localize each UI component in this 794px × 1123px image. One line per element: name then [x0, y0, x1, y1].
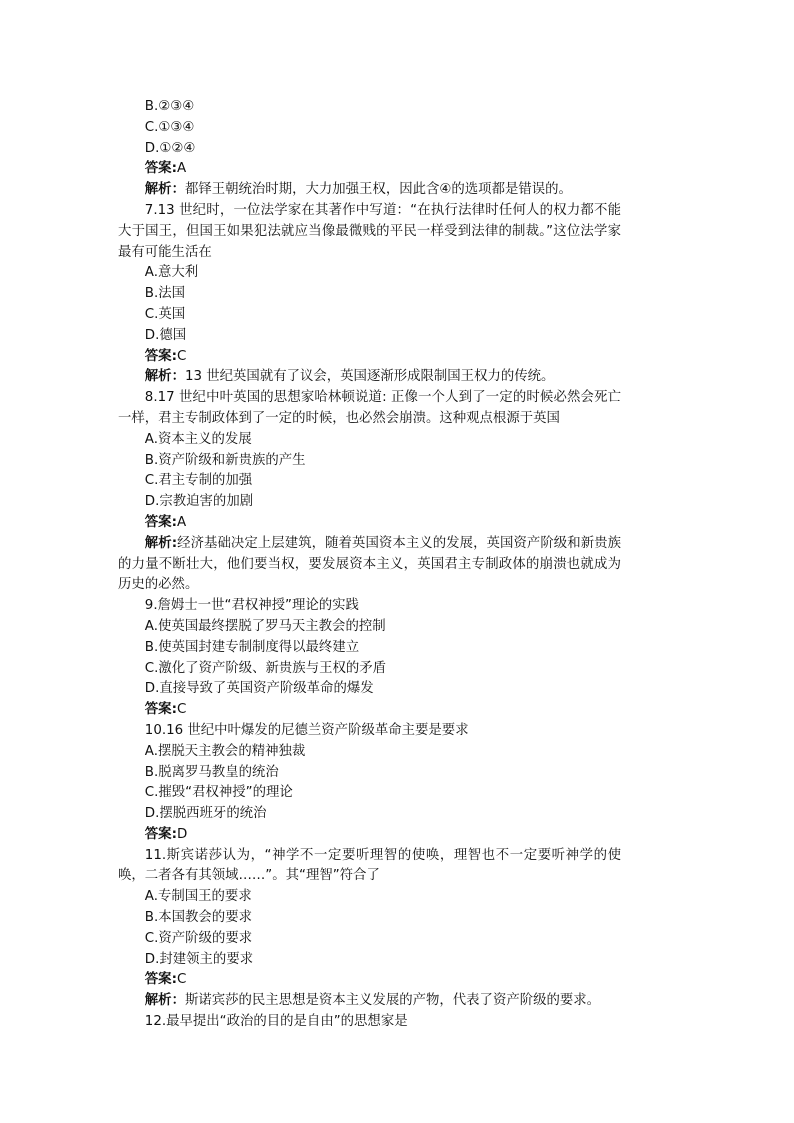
paragraph-text: A.意大利: [144, 265, 199, 281]
question-paragraph: [118, 451, 621, 472]
paragraph-label: 解析：: [144, 369, 185, 385]
question-paragraph: [118, 305, 621, 326]
paragraph-text: A.专制国王的要求: [144, 889, 252, 905]
paragraph-text: B.资产阶级和新贵族的产生: [144, 452, 306, 468]
paragraph-text: D.①②④: [144, 140, 196, 156]
question-paragraph: [118, 97, 621, 118]
paragraph-text: C: [176, 702, 187, 718]
paragraph-text: C: [176, 348, 187, 364]
analysis-paragraph: [118, 367, 621, 388]
question-paragraph: [118, 139, 621, 160]
paragraph-text: D.摆脱西班牙的统治: [144, 806, 267, 822]
paragraph-text: C: [176, 972, 187, 988]
question-paragraph: [118, 659, 621, 680]
question-paragraph: [118, 950, 621, 971]
question-paragraph: [118, 887, 621, 908]
paragraph-label: 解析:: [144, 535, 178, 551]
answer-line: [118, 513, 621, 534]
paragraph-text: A: [176, 161, 187, 177]
paragraph-text: B.使英国封建专制制度得以最终建立: [144, 639, 360, 655]
paragraph-text: A.摆脱天主教会的精神独裁: [144, 743, 306, 759]
paragraph-text: D.宗教迫害的加剧: [144, 494, 254, 510]
question-paragraph: [118, 783, 621, 804]
question-paragraph: [118, 492, 621, 513]
paragraph-text: A.使英国最终摆脱了罗马天主教会的控制: [144, 618, 386, 634]
paragraph-label: 答案:: [144, 972, 177, 988]
paragraph-text: C.君主专制的加强: [144, 473, 253, 489]
paragraph-text: C.激化了资产阶级、新贵族与王权的矛盾: [144, 660, 387, 676]
paragraph-text: C.①③④: [144, 119, 195, 135]
question-paragraph: [118, 118, 621, 139]
paragraph-text: 9.詹姆士一世“君权神授”理论的实践: [144, 598, 359, 614]
paragraph-text: 13 世纪英国就有了议会，英国逐渐形成限制国王权力的传统。: [184, 369, 555, 385]
paragraph-text: A: [176, 514, 187, 530]
question-paragraph: [118, 284, 621, 305]
question-paragraph: [118, 742, 621, 763]
paragraph-text: A.资本主义的发展: [144, 431, 252, 447]
question-paragraph: [118, 1012, 621, 1033]
question-paragraph: [118, 679, 621, 700]
question-paragraph: [118, 908, 621, 929]
paragraph-text: B.本国教会的要求: [144, 910, 252, 926]
question-paragraph: [118, 721, 621, 742]
paragraph-label: 答案:: [144, 514, 177, 530]
paragraph-label: 解析：: [144, 182, 185, 198]
paragraph-text: C.摧毁“君权神授”的理论: [144, 785, 293, 801]
paragraph-text: 经济基础决定上层建筑，随着英国资本主义的发展，英国资产阶级和新贵族的力量不断壮大，他们要当权，要发展资本主义，英国君主专制政体的崩溃也就成为历史的必然。: [118, 535, 621, 593]
paragraph-text: 斯诺宾莎的民主思想是资本主义发展的产物，代表了资产阶级的要求。: [184, 993, 601, 1009]
paragraph-text: 11.斯宾诺莎认为，“神学不一定要听理智的使唤，理智也不一定要听神学的使唤，二者各有其领域……”。其“理智”符合了: [118, 847, 621, 884]
paragraph-text: B.法国: [144, 286, 186, 302]
paragraph-text: 7.13 世纪时，一位法学家在其著作中写道：“在执行法律时任何人的权力都不能大于国王，但国王如果犯法就应当像最微贱的平民一样受到法律的制裁。”这位法学家最有可能生活在: [118, 202, 621, 260]
paragraph-text: D.直接导致了英国资产阶级革命的爆发: [144, 681, 374, 697]
question-paragraph: [118, 430, 621, 451]
paragraph-text: D: [176, 826, 188, 842]
question-paragraph: [118, 929, 621, 950]
paragraph-text: 都铎王朝统治时期，大力加强王权，因此含④的选项都是错误的。: [184, 182, 572, 198]
question-paragraph: [118, 471, 621, 492]
question-paragraph: [118, 763, 621, 784]
paragraph-label: 答案:: [144, 826, 177, 842]
paragraph-text: 12.最早提出“政治的目的是自由”的思想家是: [144, 1014, 408, 1030]
answer-line: [118, 347, 621, 368]
question-paragraph: [118, 846, 621, 888]
analysis-paragraph: [118, 180, 621, 201]
answer-line: [118, 700, 621, 721]
question-paragraph: [118, 326, 621, 347]
paragraph-text: B.脱离罗马教皇的统治: [144, 764, 279, 780]
paragraph-text: 8.17 世纪中叶英国的思想家哈林顿说道: 正像一个人到了一定的时候必然会死亡一样，君主专制政体到了一定的时候，也必然会崩溃。这种观点根源于英国: [118, 390, 621, 426]
paragraph-label: 答案:: [144, 348, 177, 364]
question-paragraph: [118, 201, 621, 263]
question-paragraph: [118, 388, 621, 430]
question-paragraph: [118, 638, 621, 659]
analysis-paragraph: [118, 991, 621, 1012]
paragraph-text: C.资产阶级的要求: [144, 930, 253, 946]
paragraph-label: 答案:: [144, 702, 177, 718]
question-paragraph: [118, 617, 621, 638]
question-paragraph: [118, 804, 621, 825]
paragraph-text: C.英国: [144, 306, 186, 322]
paragraph-text: D.德国: [144, 327, 187, 343]
paragraph-label: 解析：: [144, 993, 185, 1009]
paragraph-text: D.封建领主的要求: [144, 951, 254, 967]
paragraph-text: B.②③④: [144, 99, 195, 114]
paragraph-text: 10.16 世纪中叶爆发的尼德兰资产阶级革命主要是要求: [144, 722, 469, 738]
answer-line: [118, 970, 621, 991]
answer-line: [118, 825, 621, 846]
question-paragraph: [118, 596, 621, 617]
analysis-paragraph: [118, 534, 621, 596]
document-body: [118, 97, 621, 1033]
paragraph-label: 答案:: [144, 161, 177, 177]
question-paragraph: [118, 263, 621, 284]
answer-line: [118, 159, 621, 180]
